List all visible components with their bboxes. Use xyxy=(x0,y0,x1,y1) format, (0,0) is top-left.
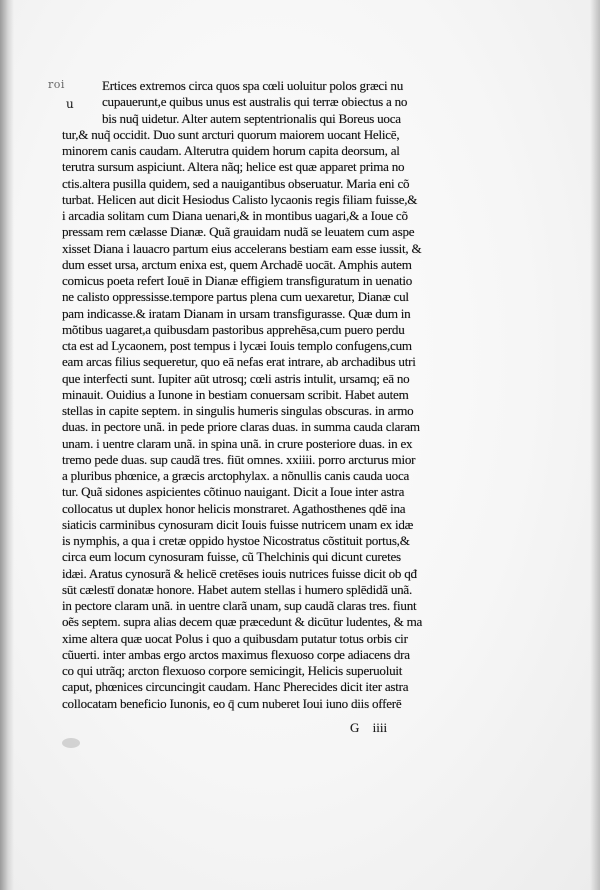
text-line: terutra sursum aspiciunt. Altera nãq; helice est quæ apparet prima no xyxy=(62,159,405,175)
text-line: circa eum locum cynosuram fuisse, cũ Thelchinis qui dicunt curetes xyxy=(62,549,401,565)
text-line: xime altera quæ uocat Polus i quo a quibusdam putatur totus orbis cir xyxy=(62,630,408,646)
binding-gutter-shadow xyxy=(0,0,14,890)
text-line: tur,& nuq̃ occidit. Duo sunt arcturi quorum maiorem uocant Helicē, xyxy=(62,126,400,142)
text-line: minauit. Ouidius a Iunone in bestiam conuersam scribit. Habet autem xyxy=(62,386,409,402)
text-line: pressam rem cælasse Dianæ. Quã grauidam nudã se leuatem cum aspe xyxy=(62,224,415,240)
page-edge-shadow xyxy=(590,0,600,890)
text-line: mõtibus uagaret,a quibusdam pastoribus apprehēsa,cum puero perdu xyxy=(62,321,405,337)
text-line: ctis.altera pusilla quidem, sed a nauigantibus obseruatur. Maria eni cõ xyxy=(62,175,410,191)
text-line: minorem canis caudam. Alterutra quidem horum capita deorsum, al xyxy=(62,143,400,158)
text-line: idæi. Aratus cynosurã & helicē cretēses iouis nutrices fuisse dicit ob qđ xyxy=(62,565,417,581)
text-line: collocatam beneficio Iunonis, eo q̄ cum nuberet Ioui iuno diis offerē xyxy=(62,695,402,711)
ink-smudge xyxy=(62,738,80,748)
guide-letter: u xyxy=(66,97,74,111)
signature-mark: G iiii xyxy=(350,720,388,735)
text-line: caput, phœnices circuncingit caudam. Hanc Pherecides dicit iter astra xyxy=(62,679,409,695)
text-line: tremo pede duas. sup caudã tres. fiūt omnes. xxiiii. porro arcturus mior xyxy=(62,451,416,467)
text-line: stellas in capite septem. in singulis humeris singulas obscuras. in armo xyxy=(62,403,414,418)
text-line: cupauerunt,e quibus unus est australis qui terræ obiectus a no xyxy=(102,94,408,110)
text-line: ne calisto oppressisse.tempore partus plena cum uexaretur, Dianæ cul xyxy=(62,289,409,305)
text-line: oẽs septem. supra alias decem quæ præcedunt & dicūtur ludentes, & ma xyxy=(62,614,423,630)
text-line: eam arcas filius sequeretur, quo eā nefas erat intrare, ab archadibus utri xyxy=(62,354,416,370)
text-line: unam. i uentre claram unã. in spina unã. in crure posteriore duas. in ex xyxy=(62,435,413,451)
text-line: turbat. Helicen aut dicit Hesiodus Calisto lycaonis regis filiam fuisse,& xyxy=(62,191,418,207)
text-line: is nymphis, a qua i cretæ oppido hystoe Nicostratus cõstituit portus,& xyxy=(62,533,410,548)
folio-stub: roi xyxy=(48,78,65,91)
text-line: duas. in pectore unã. in pede priore claras duas. in summa cauda claram xyxy=(62,419,420,435)
text-line: i arcadia solitam cum Diana uenari,& in montibus uagari,& a Ioue cõ xyxy=(62,208,408,223)
text-line: pam indicasse.& iratam Dianam in ursam transfigurasse. Quæ dum in xyxy=(62,305,411,321)
body-text xyxy=(62,78,446,712)
text-line: Ertices extremos circa quos spa cœli uoluitur polos græci nu xyxy=(102,78,403,93)
text-line: collocatus ut duplex honor helicis monstraret. Agathosthenes qdē ina xyxy=(62,500,406,516)
text-line: xisset Diana i lauacro partum eius accelerans bestiam eam esse iussit, & xyxy=(62,240,422,256)
text-line: bis nuq̃ uidetur. Alter autem septentrionalis qui Boreus uoca xyxy=(102,110,401,126)
text-line: a pluribus phœnice, a græcis arctophylax. a nõnullis canis cauda uoca xyxy=(62,468,410,483)
text-line: dum esset ursa, arctum enixa est, quem Archadē uocāt. Amphis autem xyxy=(62,256,412,272)
text-line: cta est ad Lycaonem, post tempus i lycæi Iouis templo confugens,cum xyxy=(62,338,412,353)
text-line: comicus poeta refert Iouē in Dianæ effigiem transfiguratum in uenatio xyxy=(62,273,413,288)
text-line: tur. Quã sidones aspicientes cõtinuo nauigant. Dicit a Ioue inter astra xyxy=(62,484,405,500)
text-line: cũuerti. inter ambas ergo arctos maximus flexuoso corpe adiacens dra xyxy=(62,646,410,662)
text-line: que interfecti sunt. Iupiter aūt utrosq; cœli astris intulit, ursamq; eā no xyxy=(62,370,410,386)
text-line: siaticis carminibus cynosuram dicit Iouis fuisse nutricem unam ex idæ xyxy=(62,516,414,532)
text-line: sūt cælestī donatæ honore. Habet autem stellas i humero splēdidã unã. xyxy=(62,581,413,597)
text-line: co qui utrãq; arcton flexuoso corpore semicingit, Helicis superuoluit xyxy=(62,663,403,678)
text-line: in pectore claram unã. in uentre clarã unam, sup caudã claras tres. fiunt xyxy=(62,598,417,613)
